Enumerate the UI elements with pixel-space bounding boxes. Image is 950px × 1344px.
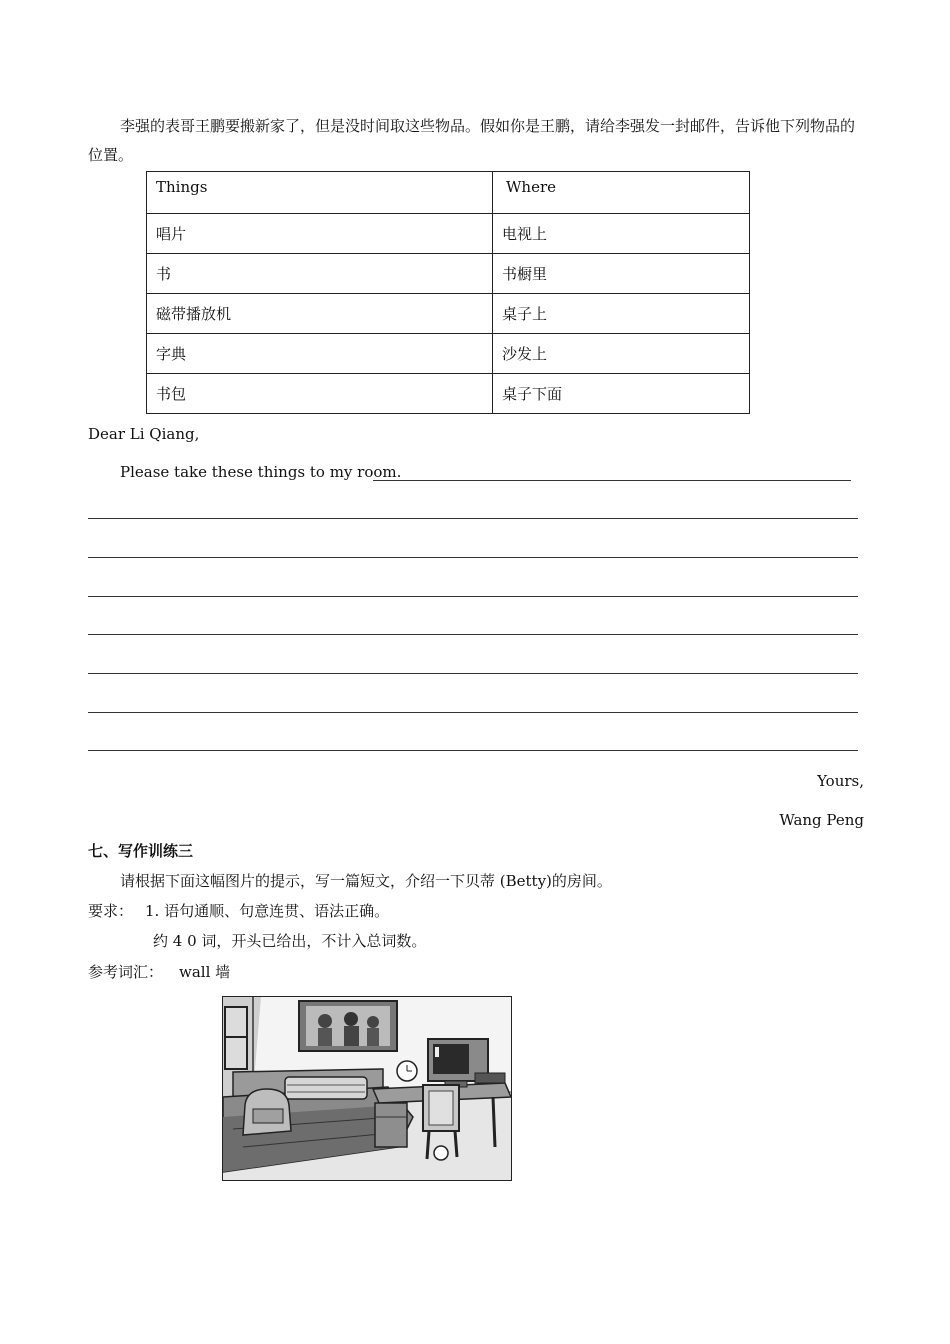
requirement-1: 1. 语句通顺、句意连贯、语法正确。 <box>145 902 390 920</box>
requirement-2: 约 4 0 词，开头已给出，不计入总词数。 <box>153 932 427 950</box>
vocabulary-label: 参考词汇： <box>88 963 164 981</box>
answer-line[interactable] <box>88 518 858 519</box>
vocabulary-item: wall 墙 <box>179 963 231 981</box>
requirements-label: 要求： <box>88 902 134 920</box>
table-row <box>147 214 750 254</box>
answer-line[interactable] <box>88 712 858 713</box>
table-row <box>147 374 750 414</box>
table-cell: 字典 <box>147 334 493 374</box>
answer-line[interactable] <box>88 557 858 558</box>
table-cell: 书橱里 <box>493 254 750 294</box>
header-things: Things <box>147 172 493 214</box>
table-cell: 书 <box>147 254 493 294</box>
table-cell: 沙发上 <box>493 334 750 374</box>
letter-opening: Please take these things to my room. <box>120 463 402 481</box>
table-cell: 书包 <box>147 374 493 414</box>
table-cell: 桌子上 <box>493 294 750 334</box>
answer-line[interactable] <box>88 750 858 751</box>
table-cell: 桌子下面 <box>493 374 750 414</box>
things-table <box>146 171 750 414</box>
header-where: Where <box>493 172 750 214</box>
writing-prompt: 请根据下面这幅图片的提示，写一篇短文，介绍一下贝蒂 (Betty)的房间。 <box>120 872 612 890</box>
table-header-row <box>147 172 750 214</box>
table-row <box>147 294 750 334</box>
table-row <box>147 254 750 294</box>
bedroom-illustration <box>222 996 512 1181</box>
table-cell: 电视上 <box>493 214 750 254</box>
letter-signature: Wang Peng <box>779 811 864 829</box>
letter-closing: Yours, <box>817 772 864 790</box>
letter-greeting: Dear Li Qiang, <box>88 425 200 443</box>
answer-line[interactable] <box>88 673 858 674</box>
table-row <box>147 334 750 374</box>
bedroom-drawing <box>223 997 511 1180</box>
answer-line[interactable] <box>88 596 858 597</box>
task-instructions: 李强的表哥王鹏要搬新家了，但是没时间取这些物品。假如你是王鹏，请给李强发一封邮件，告诉他下列物品的位置。 <box>88 117 856 164</box>
table-cell: 磁带播放机 <box>147 294 493 334</box>
answer-line[interactable] <box>373 480 851 481</box>
table-cell: 唱片 <box>147 214 493 254</box>
ball-icon <box>434 1146 448 1160</box>
section-title: 七、写作训练三 <box>88 842 194 860</box>
answer-line[interactable] <box>88 634 858 635</box>
